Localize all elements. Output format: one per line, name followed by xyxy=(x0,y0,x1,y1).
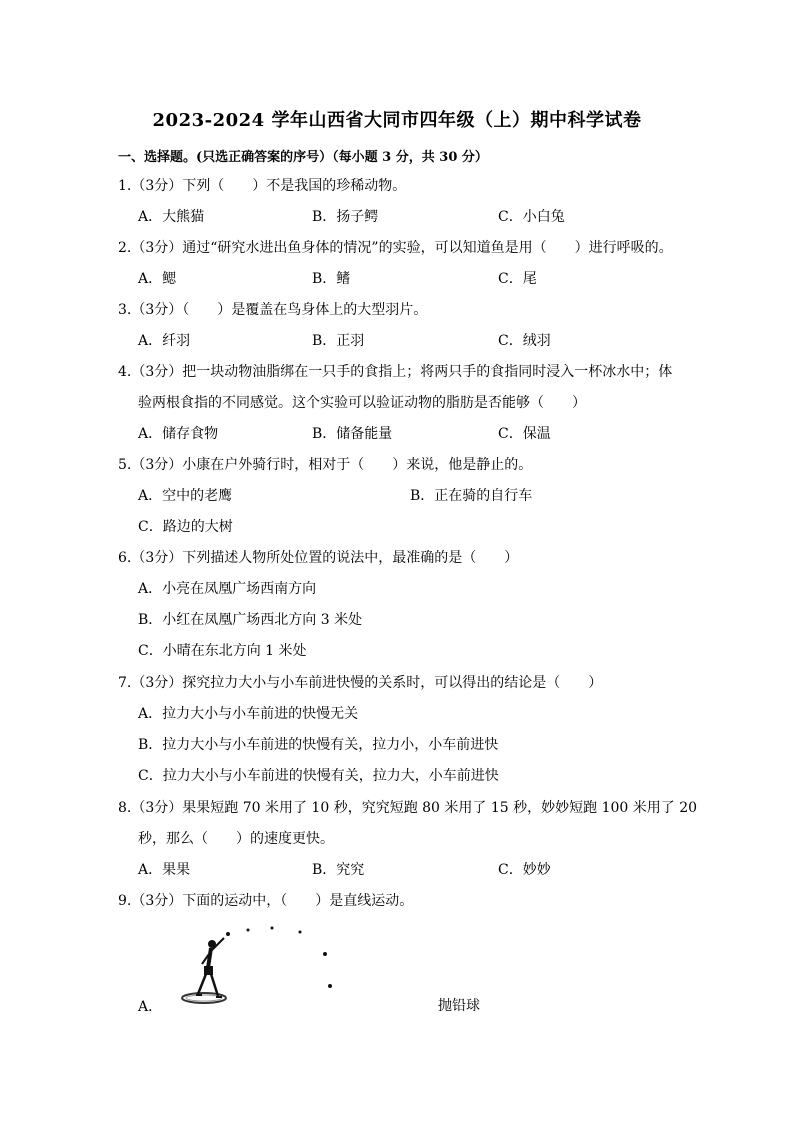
q3-option-c: C．绒羽 xyxy=(498,333,551,349)
q1-option-b: B．扬子鳄 xyxy=(312,209,379,225)
q8-option-a: A．果果 xyxy=(138,862,191,878)
q5-option-a: A．空中的老鹰 xyxy=(138,488,233,504)
question-9: 9.（3分）下面的运动中，（ ）是直线运动。 xyxy=(118,893,414,909)
q7-option-a: A．拉力大小与小车前进的快慢无关 xyxy=(138,706,359,722)
q4-option-a: A．储存食物 xyxy=(138,426,219,442)
q6-option-c: C．小晴在东北方向 1 米处 xyxy=(138,643,307,659)
q2-option-b: B．鳍 xyxy=(312,271,351,287)
exam-title: 2023-2024 学年山西省大同市四年级（上）期中科学试卷 xyxy=(152,110,642,131)
q1-option-a: A．大熊猫 xyxy=(138,209,205,225)
question-7: 7.（3分）探究拉力大小与小车前进快慢的关系时，可以得出的结论是（ ） xyxy=(118,675,603,691)
q8-option-b: B．究究 xyxy=(312,862,365,878)
question-6: 6.（3分）下列描述人物所处位置的说法中，最准确的是（ ） xyxy=(118,550,519,566)
shot-put-thrower-icon xyxy=(180,924,350,1006)
q6-option-b: B．小红在凤凰广场西北方向 3 米处 xyxy=(138,612,363,628)
q5-option-b: B．正在骑的自行车 xyxy=(410,488,533,504)
q2-option-a: A．鳃 xyxy=(138,271,177,287)
q7-option-c: C．拉力大小与小车前进的快慢有关，拉力大，小车前进快 xyxy=(138,768,499,784)
q3-option-b: B．正羽 xyxy=(312,333,365,349)
question-8-line-1: 8.（3分）果果短跑 70 米用了 10 秒，究究短跑 80 米用了 15 秒，妙妙短跑 100 米用了 20 xyxy=(118,800,698,816)
q8-option-c: C．妙妙 xyxy=(498,862,551,878)
question-5: 5.（3分）小康在户外骑行时，相对于（ ）来说，他是静止的。 xyxy=(118,457,533,473)
question-4-line-2: 验两根食指的不同感觉。这个实验可以验证动物的脂肪是否能够（ ） xyxy=(138,395,586,411)
q2-option-c: C．尾 xyxy=(498,271,537,287)
q7-option-b: B．拉力大小与小车前进的快慢有关，拉力小，小车前进快 xyxy=(138,737,499,753)
q6-option-a: A．小亮在凤凰广场西南方向 xyxy=(138,581,317,597)
section-heading-choice: 一、选择题。(只选正确答案的序号）（每小题 3 分，共 30 分） xyxy=(118,150,488,165)
q3-option-a: A．纤羽 xyxy=(138,333,191,349)
q1-option-c: C．小白兔 xyxy=(498,209,565,225)
q9-option-a-label: A． xyxy=(138,999,163,1015)
q4-option-b: B．储备能量 xyxy=(312,426,393,442)
question-8-line-2: 秒，那么（ ）的速度更快。 xyxy=(138,831,334,847)
question-3: 3.（3分）（ ）是覆盖在鸟身体上的大型羽片。 xyxy=(118,302,428,318)
q4-option-c: C．保温 xyxy=(498,426,551,442)
question-4-line-1: 4.（3分）把一块动物油脂绑在一只手的食指上；将两只手的食指同时浸入一杯冰水中；体 xyxy=(118,364,673,380)
question-2: 2.（3分）通过“研究水进出鱼身体的情况”的实验，可以知道鱼是用（ ）进行呼吸的。 xyxy=(118,240,673,256)
q5-option-c: C．路边的大树 xyxy=(138,519,233,535)
question-1: 1.（3分）下列（ ）不是我国的珍稀动物。 xyxy=(118,178,407,194)
figure-caption: 抛铅球 xyxy=(438,998,480,1014)
